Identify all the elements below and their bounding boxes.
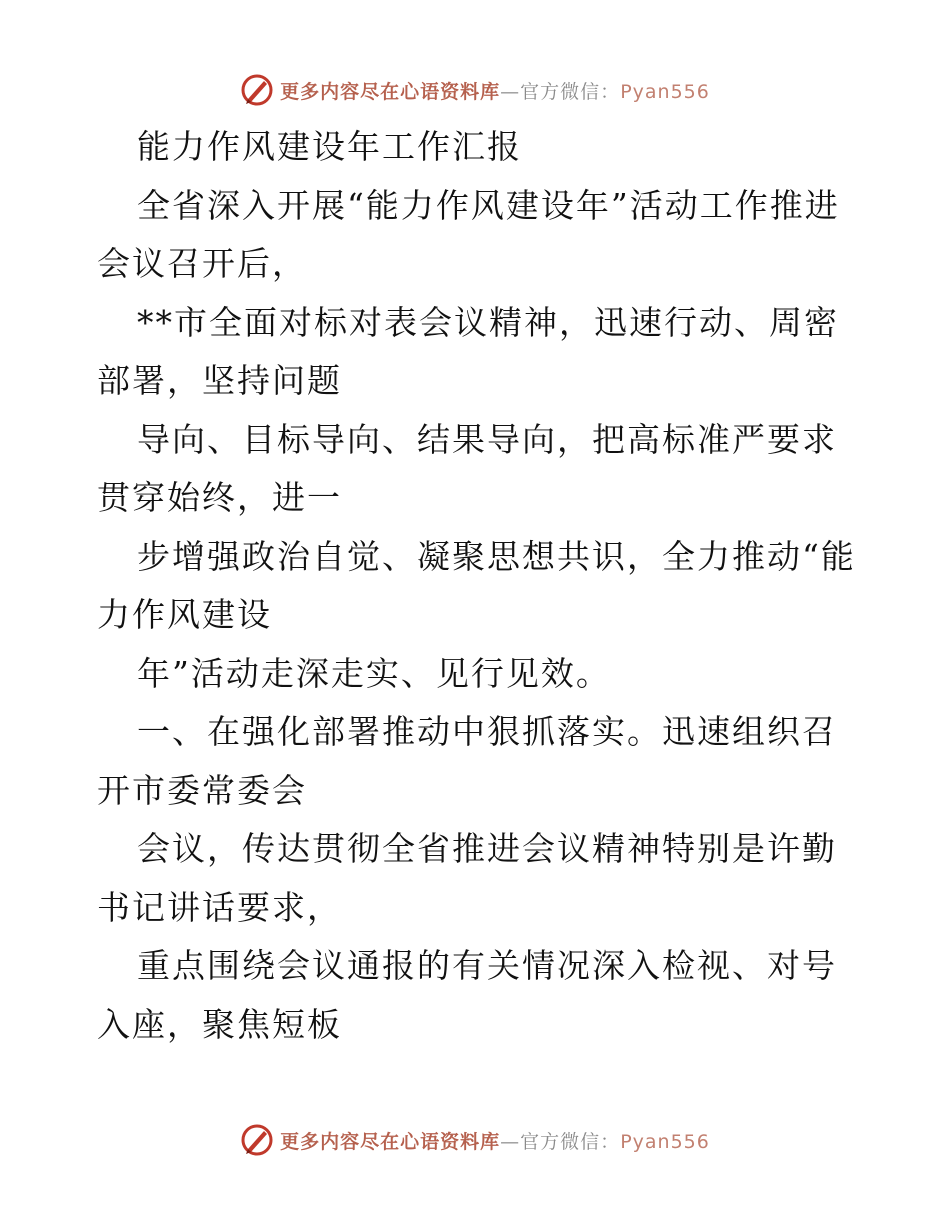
watermark-brand: 更多内容尽在心语资料库: [280, 80, 501, 103]
paragraph: **市全面对标对表会议精神，迅速行动、周密部署，坚持问题: [97, 302, 839, 400]
watermark-id: Pyan556: [620, 1130, 710, 1153]
document-body: [97, 118, 857, 1054]
watermark-separator: —: [500, 1130, 521, 1153]
watermark-brand: 更多内容尽在心语资料库: [280, 1130, 501, 1153]
watermark-text: [280, 77, 710, 104]
paragraph: 会议，传达贯彻全省推进会议精神特别是许勤书记讲话要求，: [97, 829, 837, 927]
paragraph: 导向、目标导向、结果导向，把高标准严要求贯穿始终，进一: [97, 419, 837, 517]
watermark-text: [280, 1127, 710, 1154]
paragraph: 重点围绕会议通报的有关情况深入检视、对号入座，聚焦短板: [97, 946, 837, 1044]
watermark-label: 官方微信：: [520, 80, 621, 103]
watermark-header: [0, 70, 950, 110]
document-title: 能力作风建设年工作汇报: [137, 127, 522, 166]
paragraph: 全省深入开展“能力作风建设年”活动工作推进会议召开后，: [97, 185, 840, 283]
paragraph: 一、在强化部署推动中狠抓落实。迅速组织召开市委常委会: [97, 712, 837, 810]
watermark-footer: [0, 1120, 950, 1160]
watermark-id: Pyan556: [620, 80, 710, 103]
watermark-label: 官方微信：: [520, 1130, 621, 1153]
pen-logo-icon: [240, 1123, 274, 1157]
paragraph: 年”活动走深走实、见行见效。: [137, 653, 611, 693]
pen-logo-icon: [240, 73, 274, 107]
watermark-separator: —: [500, 80, 521, 103]
paragraph: 步增强政治自觉、凝聚思想共识，全力推动“能力作风建设: [97, 536, 856, 634]
